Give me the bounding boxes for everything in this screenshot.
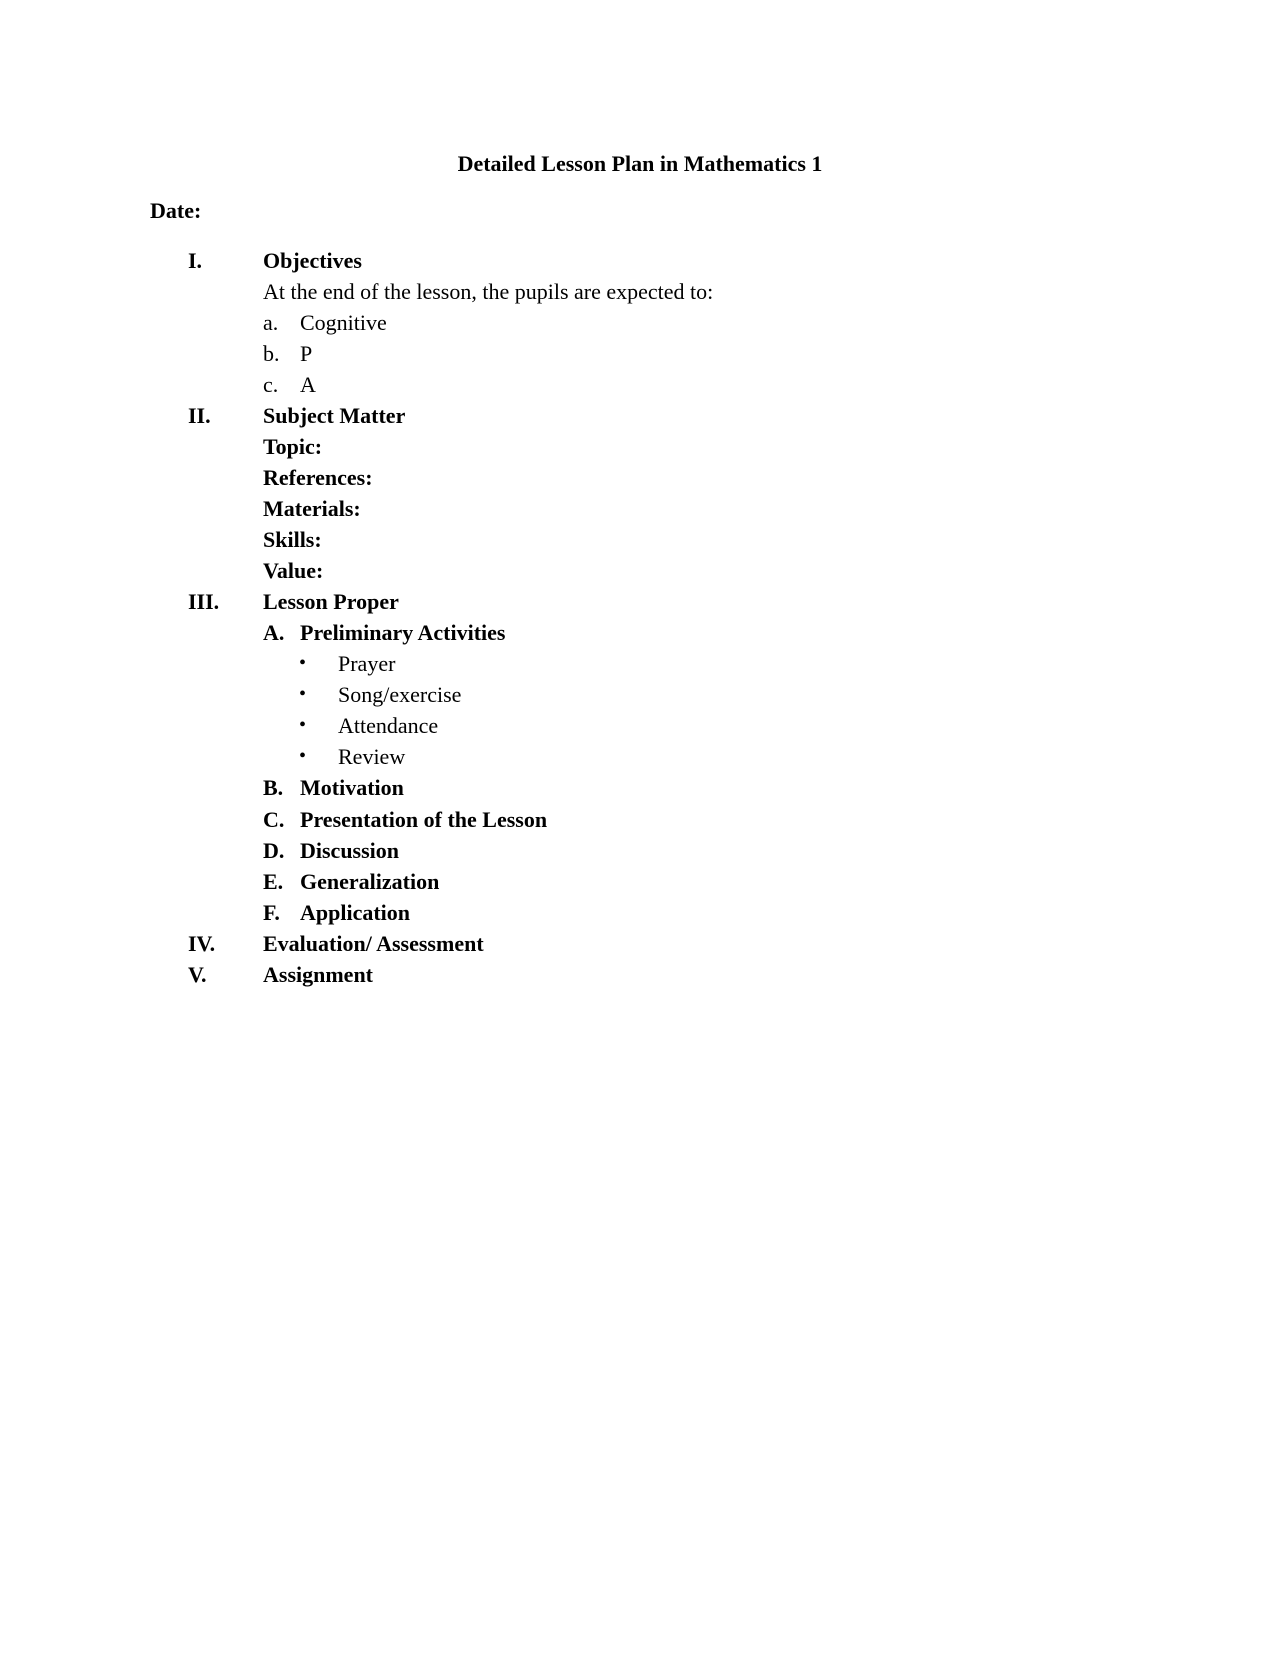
item-text: P: [300, 341, 313, 366]
section-heading: Lesson Proper: [263, 589, 399, 614]
section-heading: Subject Matter: [263, 403, 406, 428]
lesson-part-generalization: [0, 866, 1280, 897]
section-heading: Evaluation/ Assessment: [263, 931, 484, 956]
preliminary-item: [0, 741, 1280, 772]
field-label: Value:: [263, 558, 324, 583]
bullet-text: Attendance: [338, 713, 439, 738]
field-label: Materials:: [263, 496, 361, 521]
part-text: Presentation of the Lesson: [300, 806, 548, 832]
item-letter: b.: [263, 341, 280, 366]
section-numeral: I.: [188, 248, 203, 273]
subject-field-references: [0, 462, 1280, 493]
preliminary-item: [0, 710, 1280, 741]
item-letter: a.: [263, 310, 279, 335]
part-letter: B.: [263, 775, 284, 800]
objective-item: [0, 338, 1280, 369]
field-label: Skills:: [263, 527, 322, 552]
section-assignment: [0, 959, 1280, 990]
field-label: Topic:: [263, 434, 323, 459]
subject-field-skills: [0, 524, 1280, 555]
lesson-part-discussion: [0, 835, 1280, 866]
subject-field-value: [0, 555, 1280, 586]
part-text: Preliminary Activities: [300, 620, 506, 645]
bullet-icon: •: [299, 714, 307, 736]
part-text: Motivation: [300, 775, 404, 800]
lesson-part-preliminary: [0, 617, 1280, 648]
part-letter: F.: [263, 900, 280, 925]
section-subject-matter: [0, 400, 1280, 431]
section-numeral: II.: [188, 403, 211, 428]
bullet-text: Prayer: [338, 651, 396, 676]
section-numeral: IV.: [188, 931, 216, 956]
preliminary-item: [0, 648, 1280, 679]
section-evaluation: [0, 928, 1280, 959]
item-letter: c.: [263, 372, 279, 397]
section-lesson-proper: [0, 586, 1280, 617]
part-letter: E.: [263, 869, 284, 894]
objectives-intro-text: At the end of the lesson, the pupils are expected to:: [263, 279, 714, 304]
document-title: Detailed Lesson Plan in Mathematics 1: [457, 151, 823, 176]
objective-item: [0, 369, 1280, 400]
section-heading: Assignment: [263, 962, 374, 987]
subject-field-materials: [0, 493, 1280, 524]
section-objectives: [0, 245, 1280, 276]
part-letter: C.: [263, 806, 285, 832]
objectives-intro: [0, 276, 1280, 307]
field-label: References:: [263, 465, 373, 490]
item-text: Cognitive: [300, 310, 387, 335]
objective-item: [0, 307, 1280, 338]
lesson-part-application: [0, 897, 1280, 928]
bullet-text: Song/exercise: [338, 682, 462, 707]
lesson-part-presentation: [0, 804, 1280, 836]
bullet-icon: •: [299, 652, 307, 674]
part-letter: D.: [263, 838, 285, 863]
bullet-icon: •: [299, 683, 307, 705]
bullet-text: Review: [338, 744, 406, 769]
part-text: Application: [300, 900, 411, 925]
section-numeral: V.: [188, 962, 207, 987]
subject-field-topic: [0, 431, 1280, 462]
bullet-icon: •: [299, 745, 307, 767]
date-label: Date:: [150, 198, 202, 223]
lesson-outline: [0, 245, 1280, 990]
part-text: Generalization: [300, 869, 440, 894]
part-letter: A.: [263, 620, 285, 645]
section-numeral: III.: [188, 589, 220, 614]
preliminary-item: [0, 679, 1280, 710]
item-text: A: [300, 372, 316, 397]
lesson-part-motivation: [0, 772, 1280, 804]
part-text: Discussion: [300, 838, 400, 863]
section-heading: Objectives: [263, 248, 362, 273]
